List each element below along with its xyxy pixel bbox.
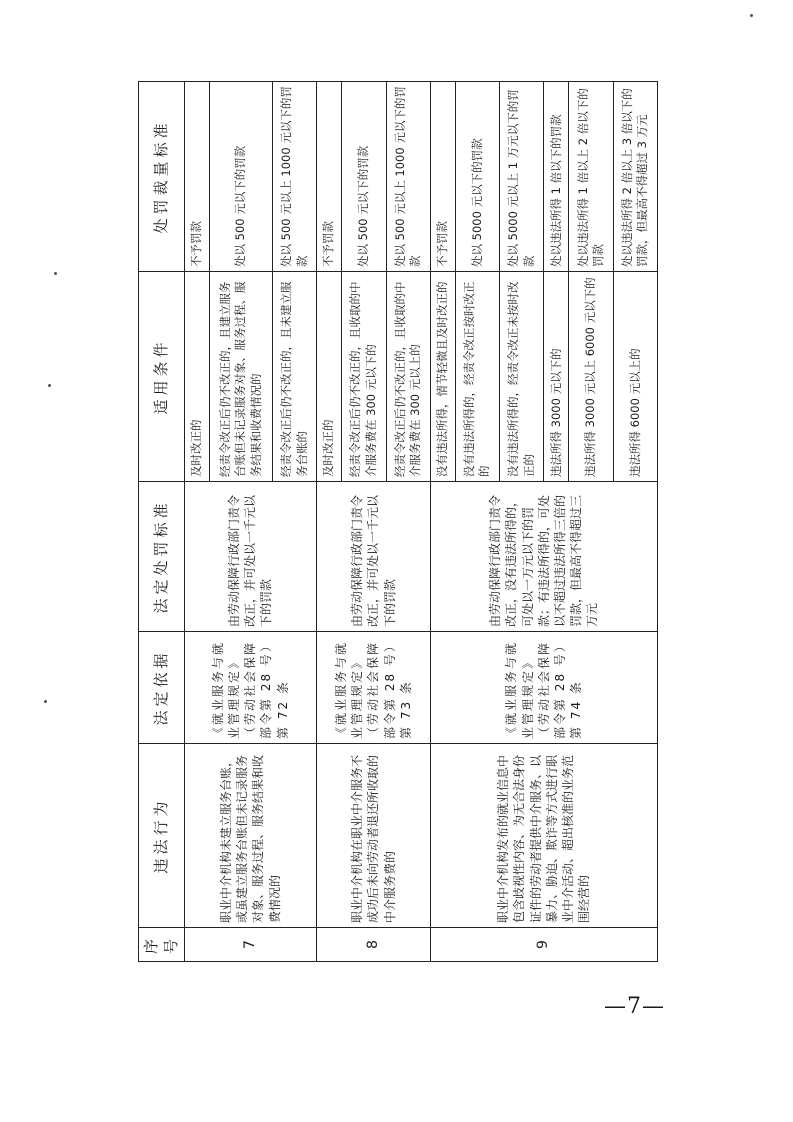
applicable-condition: 没有违法所得的，经责令改正未按时改正的 xyxy=(500,272,544,482)
violation-behavior: 职业中介机构在职业中介服务不成功后未向劳动者退还所收取的中介服务费的 xyxy=(317,744,431,928)
applicable-condition: 经责令改正后仍不改正的，且收取的中介服务费在 300 元以下的 xyxy=(342,272,386,482)
penalty-standard: 不予罚款 xyxy=(317,82,342,272)
scan-speck xyxy=(54,272,57,275)
scan-speck xyxy=(48,384,51,387)
applicable-condition: 违法所得 3000 元以上 6000 元以下的 xyxy=(569,272,613,482)
table-row-7 xyxy=(184,82,209,962)
header-behavior: 违法行为 xyxy=(139,744,185,928)
applicable-condition: 没有违法所得，情节轻微且及时改正的 xyxy=(430,272,455,482)
legal-basis: 《就业服务与就业管理规定》（劳动社会保障部令第 28 号）第 72 条 xyxy=(184,632,317,744)
penalty-standard-table xyxy=(138,81,658,962)
penalty-standard: 处以 500 元以下的罚款 xyxy=(209,82,272,272)
row-number: 7 xyxy=(184,928,317,962)
header-condition: 适用条件 xyxy=(139,272,185,482)
page-number: —7— xyxy=(604,994,665,1019)
row-number: 8 xyxy=(317,928,431,962)
applicable-condition: 经责令改正后仍不改正的，且未建立服务台账的 xyxy=(272,272,316,482)
penalty-standard: 不予罚款 xyxy=(184,82,209,272)
violation-behavior: 职业中介机构发布的就业信息中包含歧视性内容、为无合法身份证件的劳动者提供中介服务、以暴力、胁迫、欺诈等方式进行职业中介活动、超出核准的业务范围经营的 xyxy=(430,744,657,928)
legal-basis: 《就业服务与就业管理规定》（劳动社会保障部令第 28 号）第 74 条 xyxy=(430,632,657,744)
applicable-condition: 没有违法所得的，经责令改正按时改正的 xyxy=(455,272,499,482)
penalty-standard: 不予罚款 xyxy=(430,82,455,272)
statutory-penalty: 由劳动保障行政部门责令改正，并可处以一千元以下的罚款 xyxy=(184,482,317,632)
statutory-penalty: 由劳动保障行政部门责令改正，并可处以一千元以下的罚款 xyxy=(317,482,431,632)
applicable-condition: 及时改正的 xyxy=(184,272,209,482)
penalty-standard: 处以违法所得 1 倍以下的罚款 xyxy=(544,82,569,272)
penalty-standard: 处以 5000 元以上 1 万元以下的罚款 xyxy=(500,82,544,272)
scan-speck xyxy=(750,14,753,17)
applicable-condition: 经责令改正后仍不改正的，且建立服务台账但未记录服务对象、服务过程、服务结果和收费情况的 xyxy=(209,272,272,482)
penalty-standard: 处以 500 元以上 1000 元以下的罚款 xyxy=(272,82,316,272)
applicable-condition: 违法所得 6000 元以上的 xyxy=(613,272,657,482)
penalty-standard: 处以 500 元以下的罚款 xyxy=(342,82,386,272)
rotated-table-page xyxy=(138,82,658,962)
statutory-penalty: 由劳动保障行政部门责令改正，没有违法所得的，可处以一万元以下的罚款；有违法所得的，可处以不超过违法所得三倍的罚款，但最高不得超过三万元 xyxy=(430,482,657,632)
table-row-8 xyxy=(317,82,342,962)
row-number: 9 xyxy=(430,928,657,962)
applicable-condition: 经责令改正后仍不改正的，且收取的中介服务费在 300 元以上的 xyxy=(386,272,430,482)
penalty-standard: 处以 5000 元以下的罚款 xyxy=(455,82,499,272)
penalty-standard: 处以 500 元以上 1000 元以下的罚款 xyxy=(386,82,430,272)
table-row-9 xyxy=(430,82,455,962)
scan-speck xyxy=(44,700,47,703)
header-standard: 处罚裁量标准 xyxy=(139,82,185,272)
header-statutory: 法定处罚标准 xyxy=(139,482,185,632)
table-header-row xyxy=(139,82,185,962)
penalty-standard: 处以违法所得 1 倍以上 2 倍以下的罚款 xyxy=(569,82,613,272)
header-basis: 法定依据 xyxy=(139,632,185,744)
penalty-standard: 处以违法所得 2 倍以上 3 倍以下的罚款，但最高不得超过 3 万元 xyxy=(613,82,657,272)
applicable-condition: 违法所得 3000 元以下的 xyxy=(544,272,569,482)
violation-behavior: 职业中介机构未建立服务台账，或虽建立服务台账但未记录服务对象、服务过程、服务结果和收费情况的 xyxy=(184,744,317,928)
header-no: 序号 xyxy=(139,928,185,962)
applicable-condition: 及时改正的 xyxy=(317,272,342,482)
legal-basis: 《就业服务与就业管理规定》（劳动社会保障部令第 28 号）第 73 条 xyxy=(317,632,431,744)
